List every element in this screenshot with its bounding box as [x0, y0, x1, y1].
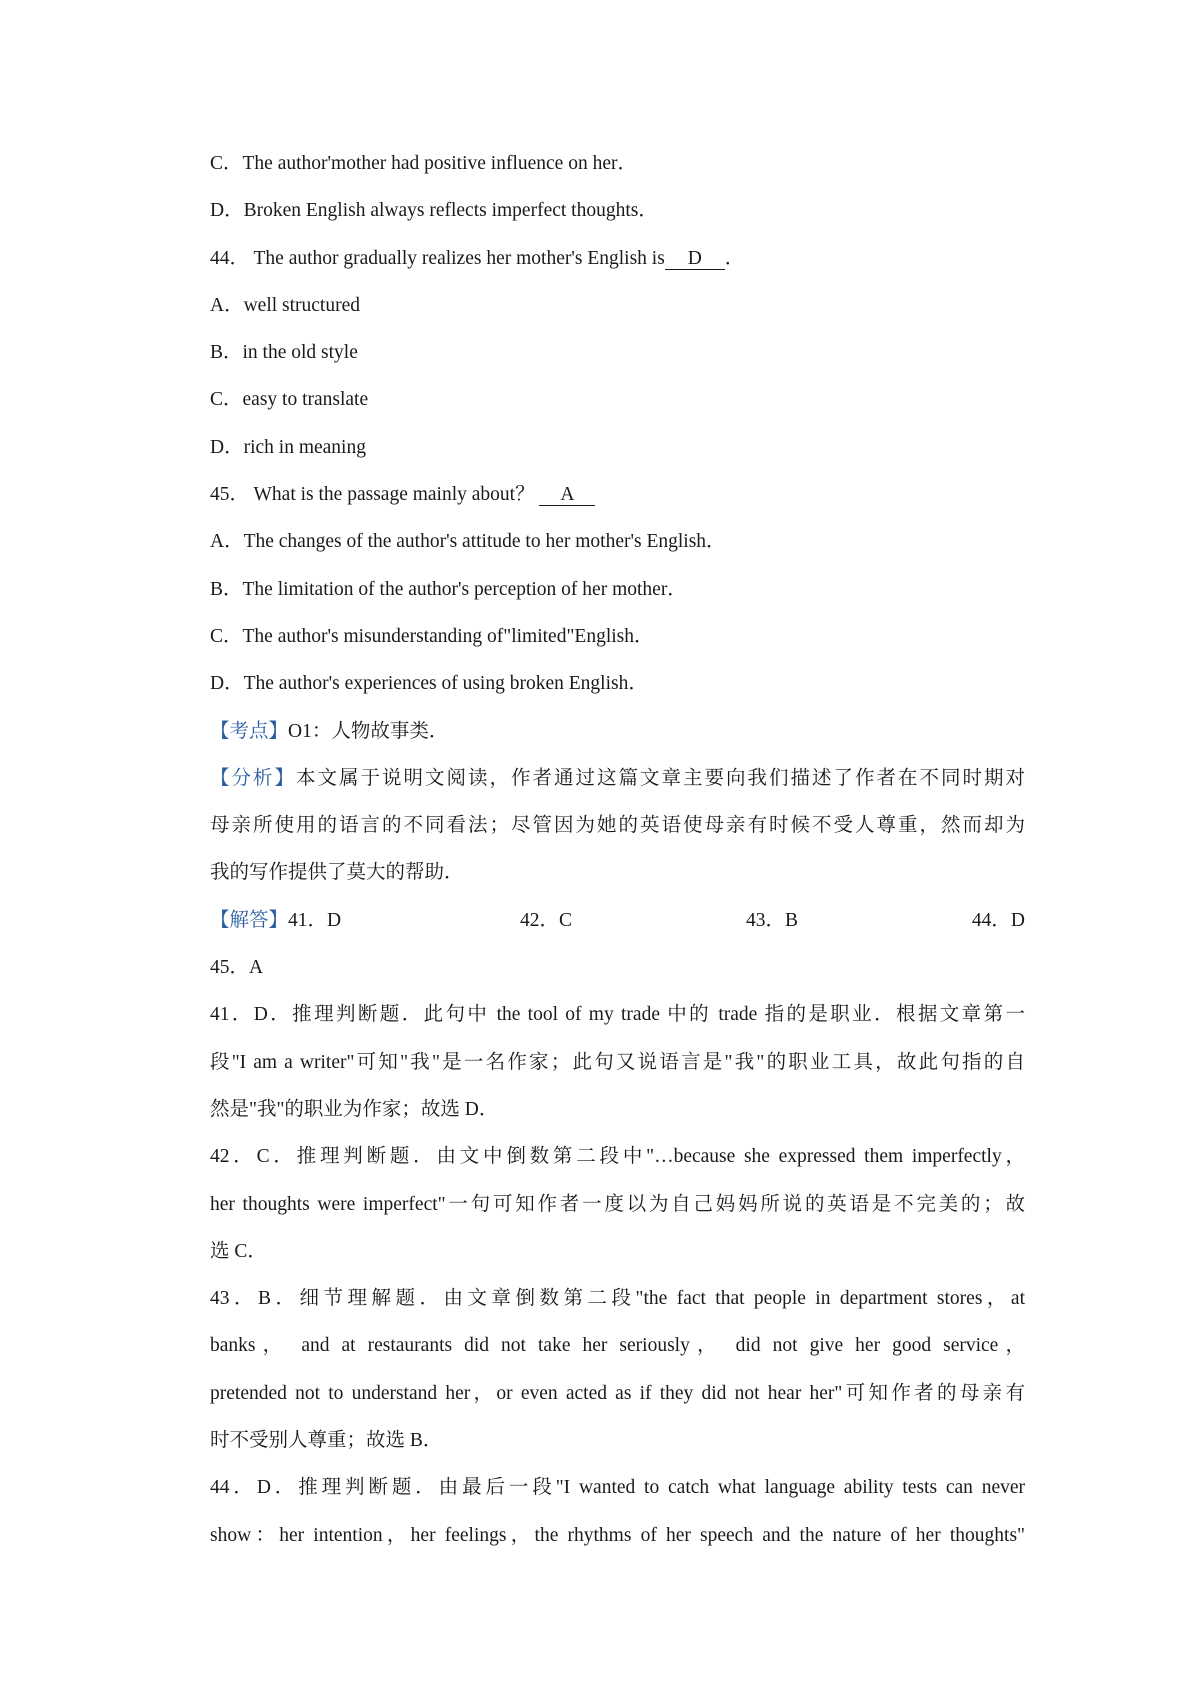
q45-stem-text: 45． What is the passage mainly about？ — [210, 484, 540, 506]
explanation-41-line-2: 段"I am a writer"可知"我"是一名作家；此句又说语言是"我"的职业工具，故此句指的自 — [210, 1051, 1025, 1073]
q45-option-a: A．The changes of the author's attitude to her mother's English． — [210, 531, 726, 553]
explanation-43-line-3: pretended not to understand her，or even acted as if they did not hear her"可知作者的母亲有 — [210, 1382, 1025, 1404]
fenxi-line-2: 母亲所使用的语言的不同看法；尽管因为她的英语使母亲有时候不受人尊重，然而却为 — [210, 815, 1025, 837]
jieda-line — [210, 897, 1025, 944]
q44-option-a: A．well structured — [210, 294, 361, 316]
explanation-44-line-2: show：her intention，her feelings，the rhythms of her speech and the nature of her thoughts" — [210, 1524, 1025, 1546]
q44-stem-text: 44． The author gradually realizes her mother's English is — [210, 247, 665, 269]
answer-42: 42．C — [520, 909, 573, 931]
fenxi-line-1 — [210, 755, 1025, 802]
fenxi-line-3: 我的写作提供了莫大的帮助． — [210, 862, 464, 884]
explanation-44-line-1: 44．D．推理判断题．由最后一段"I wanted to catch what language ability tests can never — [210, 1477, 1025, 1499]
fenxi-text-1: 本文属于说明文阅读，作者通过这篇文章主要向我们描述了作者在不同时期对 — [296, 767, 1025, 789]
answer-41: 41．D — [288, 909, 342, 931]
document-page — [210, 140, 1025, 1559]
kaodian-text: O1：人物故事类． — [288, 720, 449, 742]
q45-option-d: D．The author's experiences of using broken English． — [210, 673, 648, 695]
explanation-41-line-3: 然是"我"的职业为作家；故选 D． — [210, 1098, 499, 1120]
fenxi-tag: 【分析】 — [210, 767, 296, 789]
q44-option-c: C．easy to translate — [210, 389, 369, 411]
q43-option-c: C．The author'mother had positive influence on her． — [210, 153, 637, 174]
answer-45: 45．A — [210, 957, 264, 979]
q45-answer-blank: A — [539, 484, 595, 506]
q44-stem — [210, 235, 1025, 282]
answer-44: 44．D — [971, 909, 1025, 931]
q44-option-b: B．in the old style — [210, 342, 358, 364]
q45-stem — [210, 471, 1025, 518]
explanation-42-line-3: 选 C． — [210, 1240, 267, 1262]
jieda-first-cell — [210, 897, 520, 944]
q45-option-c: C．The author's misunderstanding of"limited"English． — [210, 625, 654, 647]
kaodian-tag: 【考点】 — [210, 720, 289, 742]
explanation-42-line-1: 42．C．推理判断题．由文中倒数第二段中"…because she expressed them imperfectly， — [210, 1146, 1025, 1168]
explanation-43-line-2: banks， and at restaurants did not take her seriously， did not give her good service， — [210, 1335, 1025, 1357]
explanation-43-line-1: 43．B．细节理解题．由文章倒数第二段"the fact that people in department stores，at — [210, 1288, 1025, 1310]
explanation-41-line-1: 41．D．推理判断题．此句中 the tool of my trade 中的 trade 指的是职业．根据文章第一 — [210, 1004, 1025, 1026]
answer-43: 43．B — [745, 909, 798, 931]
explanation-42-line-2: her thoughts were imperfect"一句可知作者一度以为自己妈妈所说的英语是不完美的；故 — [210, 1193, 1025, 1215]
q43-option-d: D．Broken English always reflects imperfect thoughts． — [210, 200, 658, 222]
q45-option-b: B．The limitation of the author's perception of her mother． — [210, 578, 687, 600]
q44-stem-end: ． — [724, 247, 745, 269]
explanation-43-line-4: 时不受别人尊重；故选 B． — [210, 1430, 443, 1452]
q44-answer-blank: D — [665, 248, 725, 270]
q44-option-d: D．rich in meaning — [210, 436, 366, 458]
kaodian-line — [210, 708, 1025, 755]
jieda-tag: 【解答】 — [210, 909, 289, 931]
